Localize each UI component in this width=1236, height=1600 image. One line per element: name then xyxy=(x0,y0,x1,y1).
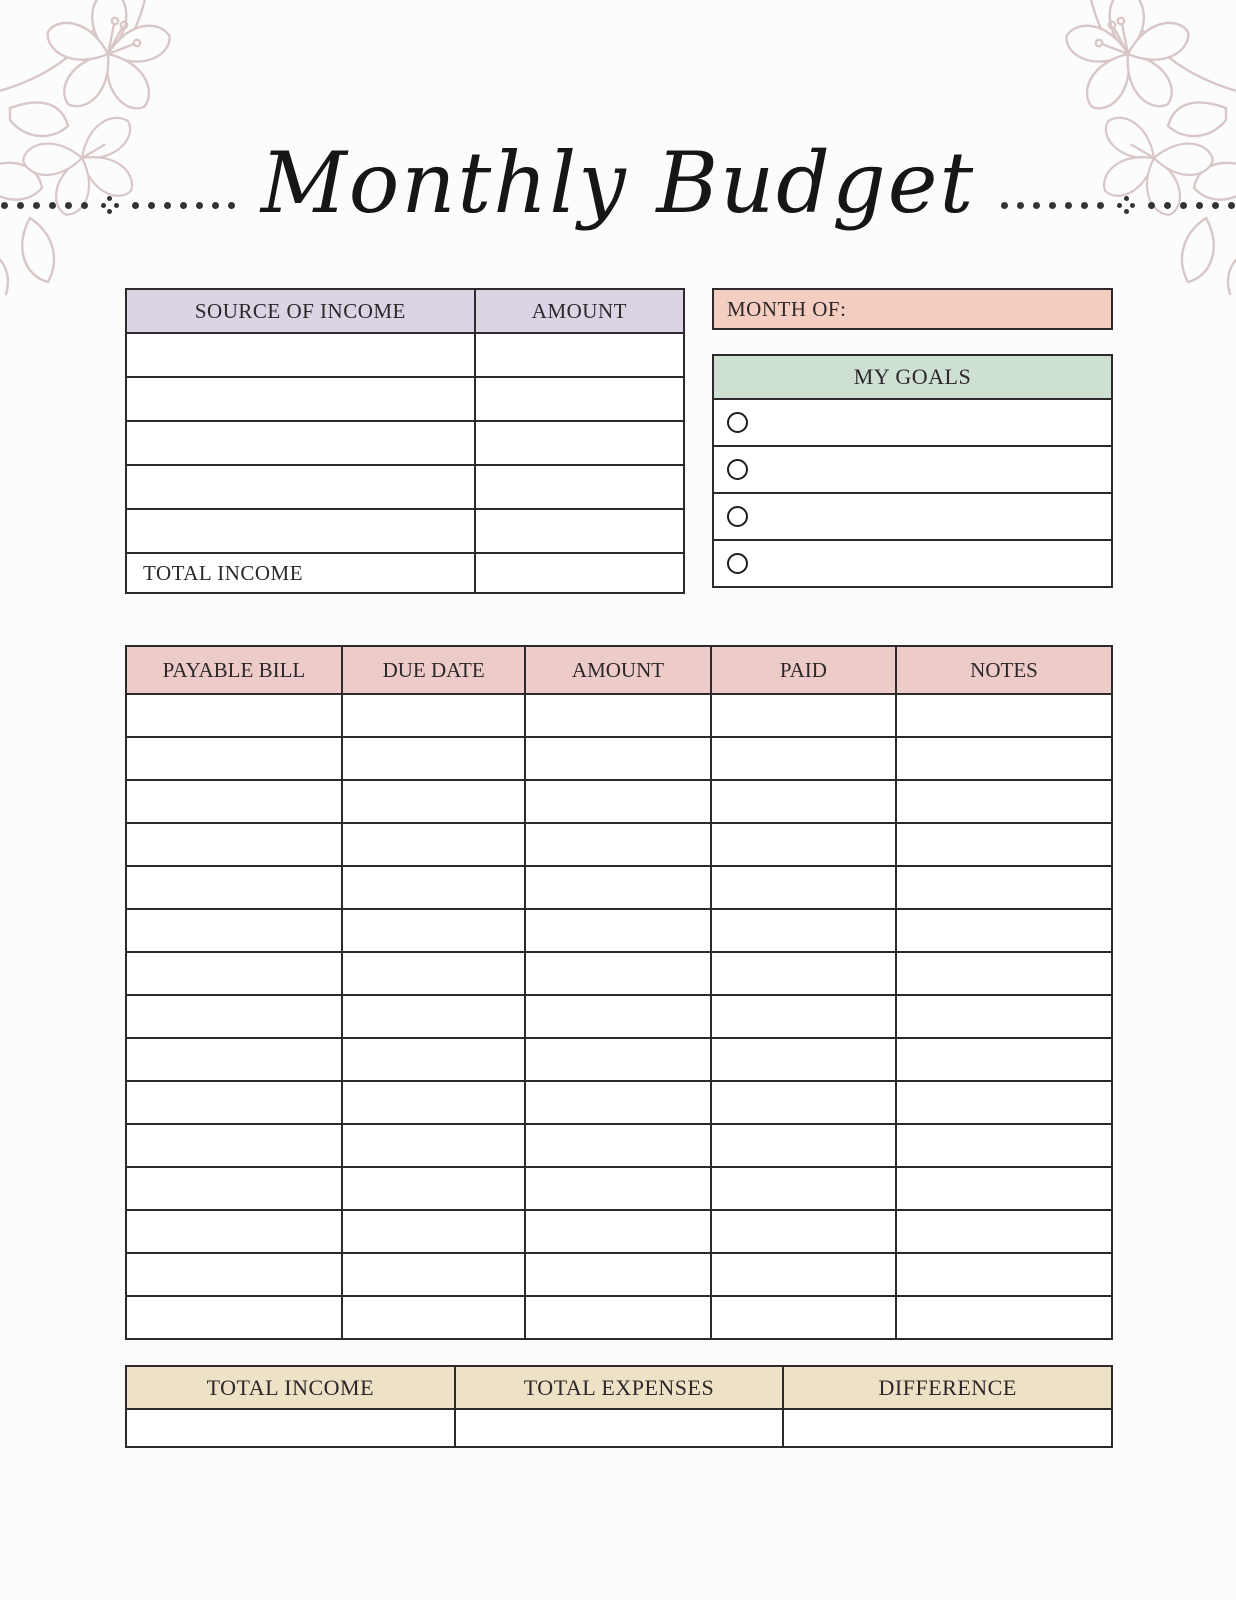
goal-bullet-circle-icon[interactable] xyxy=(727,412,748,433)
dot-icon xyxy=(1148,202,1155,209)
summary-total-expenses-cell[interactable] xyxy=(455,1409,784,1447)
bill-payable-cell[interactable] xyxy=(126,909,342,952)
summary-difference-cell[interactable] xyxy=(783,1409,1112,1447)
page-title: Monthly Budget xyxy=(260,134,976,232)
dot-icon xyxy=(1049,202,1056,209)
summary-rows xyxy=(126,1409,1112,1447)
dot-icon xyxy=(1212,202,1219,209)
bill-paid-cell[interactable] xyxy=(711,952,896,995)
dot-icon xyxy=(148,202,155,209)
bill-row xyxy=(126,909,1112,952)
goal-bullet-circle-icon[interactable] xyxy=(727,506,748,527)
bill-amount-cell[interactable] xyxy=(525,1253,710,1296)
bill-notes-cell[interactable] xyxy=(896,1210,1112,1253)
bill-notes-cell[interactable] xyxy=(896,866,1112,909)
bill-paid-cell[interactable] xyxy=(711,737,896,780)
bill-due-date-cell[interactable] xyxy=(342,694,525,737)
dot-icon xyxy=(1,202,8,209)
bill-notes-cell[interactable] xyxy=(896,737,1112,780)
bill-notes-cell[interactable] xyxy=(896,694,1112,737)
bill-notes-cell[interactable] xyxy=(896,952,1112,995)
bill-due-date-cell[interactable] xyxy=(342,952,525,995)
dot-icon xyxy=(212,202,219,209)
bill-row xyxy=(126,780,1112,823)
bill-row xyxy=(126,1081,1112,1124)
income-row xyxy=(126,421,684,465)
bill-amount-cell[interactable] xyxy=(525,694,710,737)
goal-bullet-circle-icon[interactable] xyxy=(727,553,748,574)
bill-amount-cell[interactable] xyxy=(525,995,710,1038)
bill-due-date-cell[interactable] xyxy=(342,780,525,823)
bill-row xyxy=(126,1038,1112,1081)
bill-due-date-cell[interactable] xyxy=(342,995,525,1038)
payable-bills-table xyxy=(125,645,1113,1340)
dot-icon xyxy=(1164,202,1171,209)
bill-paid-cell[interactable] xyxy=(711,1253,896,1296)
bill-paid-cell[interactable] xyxy=(711,694,896,737)
income-amount-cell[interactable] xyxy=(475,377,684,421)
bill-paid-cell[interactable] xyxy=(711,780,896,823)
bill-amount-cell[interactable] xyxy=(525,1038,710,1081)
dot-icon xyxy=(228,202,235,209)
bill-row xyxy=(126,823,1112,866)
bill-payable-cell[interactable] xyxy=(126,1210,342,1253)
bill-row xyxy=(126,995,1112,1038)
summary-header-total-expenses: TOTAL EXPENSES xyxy=(455,1366,784,1409)
income-amount-cell[interactable] xyxy=(475,465,684,509)
bill-payable-cell[interactable] xyxy=(126,1167,342,1210)
bills-header-amount: AMOUNT xyxy=(525,646,710,694)
bill-amount-cell[interactable] xyxy=(525,1124,710,1167)
bill-due-date-cell[interactable] xyxy=(342,909,525,952)
bills-header-row xyxy=(126,646,1112,694)
bill-amount-cell[interactable] xyxy=(525,737,710,780)
diamond-dot-cluster-icon xyxy=(1117,196,1135,214)
income-row xyxy=(126,377,684,421)
bills-header-payable-bill: PAYABLE BILL xyxy=(126,646,342,694)
bill-notes-cell[interactable] xyxy=(896,780,1112,823)
income-source-cell[interactable] xyxy=(126,333,475,377)
bill-row xyxy=(126,1296,1112,1339)
dot-icon xyxy=(1017,202,1024,209)
bills-header-notes: NOTES xyxy=(896,646,1112,694)
bill-row xyxy=(126,1167,1112,1210)
bills-header-paid: PAID xyxy=(711,646,896,694)
bill-due-date-cell[interactable] xyxy=(342,1296,525,1339)
dot-icon xyxy=(1001,202,1008,209)
income-amount-cell[interactable] xyxy=(475,509,684,553)
dot-icon xyxy=(1097,202,1104,209)
dot-divider-right-icon xyxy=(1001,196,1236,214)
summary-header-total-income: TOTAL INCOME xyxy=(126,1366,455,1409)
total-income-label: TOTAL INCOME xyxy=(126,553,475,593)
dot-icon xyxy=(65,202,72,209)
dot-icon xyxy=(1196,202,1203,209)
bill-notes-cell[interactable] xyxy=(896,823,1112,866)
bill-amount-cell[interactable] xyxy=(525,823,710,866)
dot-icon xyxy=(49,202,56,209)
bill-payable-cell[interactable] xyxy=(126,823,342,866)
goal-row xyxy=(712,400,1113,447)
goal-bullet-circle-icon[interactable] xyxy=(727,459,748,480)
bill-payable-cell[interactable] xyxy=(126,780,342,823)
bill-due-date-cell[interactable] xyxy=(342,737,525,780)
income-source-cell[interactable] xyxy=(126,509,475,553)
bill-notes-cell[interactable] xyxy=(896,1296,1112,1339)
bill-due-date-cell[interactable] xyxy=(342,866,525,909)
bill-payable-cell[interactable] xyxy=(126,866,342,909)
income-row xyxy=(126,509,684,553)
income-header-row xyxy=(126,289,684,333)
bill-due-date-cell[interactable] xyxy=(342,1124,525,1167)
bill-payable-cell[interactable] xyxy=(126,1124,342,1167)
goals-section xyxy=(712,354,1113,588)
bill-paid-cell[interactable] xyxy=(711,823,896,866)
dot-icon xyxy=(81,202,88,209)
income-header-source: SOURCE OF INCOME xyxy=(126,289,475,333)
bill-due-date-cell[interactable] xyxy=(342,823,525,866)
bill-due-date-cell[interactable] xyxy=(342,1081,525,1124)
bill-amount-cell[interactable] xyxy=(525,1296,710,1339)
bill-row xyxy=(126,952,1112,995)
dot-icon xyxy=(33,202,40,209)
income-source-cell[interactable] xyxy=(126,421,475,465)
bill-payable-cell[interactable] xyxy=(126,1038,342,1081)
diamond-dot-cluster-icon xyxy=(101,196,119,214)
bill-notes-cell[interactable] xyxy=(896,909,1112,952)
bill-paid-cell[interactable] xyxy=(711,1124,896,1167)
bill-amount-cell[interactable] xyxy=(525,866,710,909)
bill-due-date-cell[interactable] xyxy=(342,1038,525,1081)
bill-amount-cell[interactable] xyxy=(525,1210,710,1253)
bill-due-date-cell[interactable] xyxy=(342,1167,525,1210)
bill-notes-cell[interactable] xyxy=(896,995,1112,1038)
bill-paid-cell[interactable] xyxy=(711,1296,896,1339)
dot-icon xyxy=(1228,202,1235,209)
month-of-box xyxy=(712,288,1113,330)
bill-row xyxy=(126,1124,1112,1167)
goals-title: MY GOALS xyxy=(712,354,1113,400)
bill-row xyxy=(126,694,1112,737)
dot-icon xyxy=(1033,202,1040,209)
dot-icon xyxy=(196,202,203,209)
title-row xyxy=(0,108,1236,258)
summary-header-difference: DIFFERENCE xyxy=(783,1366,1112,1409)
bill-paid-cell[interactable] xyxy=(711,866,896,909)
dot-icon xyxy=(164,202,171,209)
bill-payable-cell[interactable] xyxy=(126,1253,342,1296)
bill-payable-cell[interactable] xyxy=(126,737,342,780)
dot-icon xyxy=(1081,202,1088,209)
bill-payable-cell[interactable] xyxy=(126,1296,342,1339)
income-row xyxy=(126,465,684,509)
income-amount-cell[interactable] xyxy=(475,421,684,465)
bill-notes-cell[interactable] xyxy=(896,1038,1112,1081)
income-rows xyxy=(126,333,684,553)
bill-due-date-cell[interactable] xyxy=(342,1210,525,1253)
summary-total-income-cell[interactable] xyxy=(126,1409,455,1447)
bill-notes-cell[interactable] xyxy=(896,1081,1112,1124)
goal-row xyxy=(712,494,1113,541)
bills-rows xyxy=(126,694,1112,1339)
bill-row xyxy=(126,866,1112,909)
bill-amount-cell[interactable] xyxy=(525,1081,710,1124)
bill-payable-cell[interactable] xyxy=(126,1081,342,1124)
bill-paid-cell[interactable] xyxy=(711,909,896,952)
bill-paid-cell[interactable] xyxy=(711,1038,896,1081)
bill-notes-cell[interactable] xyxy=(896,1253,1112,1296)
bill-notes-cell[interactable] xyxy=(896,1167,1112,1210)
bill-payable-cell[interactable] xyxy=(126,995,342,1038)
bill-amount-cell[interactable] xyxy=(525,780,710,823)
bills-header-due-date: DUE DATE xyxy=(342,646,525,694)
dot-icon xyxy=(132,202,139,209)
bill-due-date-cell[interactable] xyxy=(342,1253,525,1296)
goal-row xyxy=(712,541,1113,588)
dot-icon xyxy=(1065,202,1072,209)
bill-row xyxy=(126,1253,1112,1296)
total-income-value-cell[interactable] xyxy=(475,553,684,593)
income-table xyxy=(125,288,685,594)
dot-icon xyxy=(17,202,24,209)
bill-amount-cell[interactable] xyxy=(525,952,710,995)
bill-row xyxy=(126,737,1112,780)
bill-amount-cell[interactable] xyxy=(525,1167,710,1210)
income-source-cell[interactable] xyxy=(126,377,475,421)
dot-icon xyxy=(1180,202,1187,209)
income-total-row xyxy=(126,553,684,593)
bill-paid-cell[interactable] xyxy=(711,1167,896,1210)
bill-row xyxy=(126,1210,1112,1253)
dot-icon xyxy=(180,202,187,209)
summary-value-row xyxy=(126,1409,1112,1447)
bill-notes-cell[interactable] xyxy=(896,1124,1112,1167)
income-amount-cell[interactable] xyxy=(475,333,684,377)
income-row xyxy=(126,333,684,377)
dot-divider-left-icon xyxy=(0,196,235,214)
bill-paid-cell[interactable] xyxy=(711,1081,896,1124)
summary-header-row xyxy=(126,1366,1112,1409)
bill-payable-cell[interactable] xyxy=(126,694,342,737)
income-source-cell[interactable] xyxy=(126,465,475,509)
bill-paid-cell[interactable] xyxy=(711,1210,896,1253)
goals-rows xyxy=(712,400,1113,588)
bill-paid-cell[interactable] xyxy=(711,995,896,1038)
bill-payable-cell[interactable] xyxy=(126,952,342,995)
bill-amount-cell[interactable] xyxy=(525,909,710,952)
month-of-label: MONTH OF: xyxy=(727,296,847,321)
summary-table xyxy=(125,1365,1113,1448)
goal-row xyxy=(712,447,1113,494)
income-header-amount: AMOUNT xyxy=(475,289,684,333)
